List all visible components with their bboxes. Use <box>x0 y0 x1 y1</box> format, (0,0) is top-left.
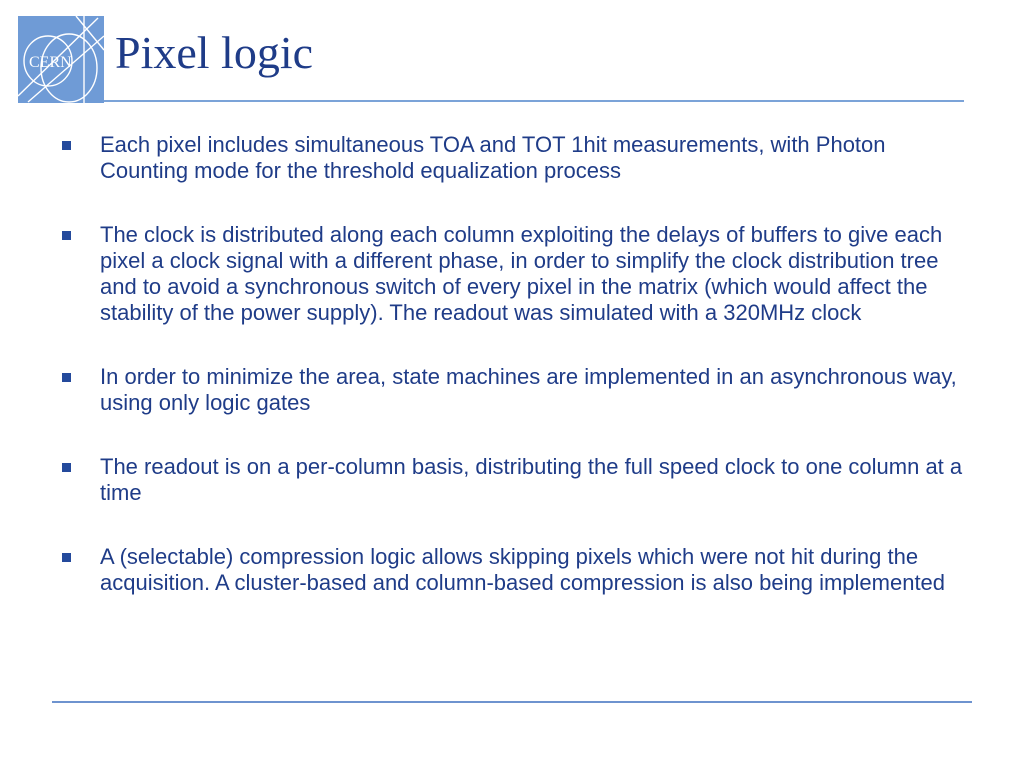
footer-divider <box>52 701 972 703</box>
square-bullet-icon <box>62 141 71 150</box>
cern-logo-text: CERN <box>29 54 72 71</box>
title-divider <box>104 100 964 102</box>
square-bullet-icon <box>62 553 71 562</box>
bullet-item-toa-tot <box>62 132 972 184</box>
bullet-text: In order to minimize the area, state machines are implemented in an asynchronous way, using only logic gates <box>100 364 957 415</box>
square-bullet-icon <box>62 463 71 472</box>
bullet-item-compression <box>62 544 972 596</box>
bullet-text: The readout is on a per-column basis, distributing the full speed clock to one column at a time <box>100 454 963 505</box>
bullet-item-clock-distribution <box>62 222 972 326</box>
slide-title: Pixel logic <box>115 27 314 78</box>
bullet-list <box>62 132 972 634</box>
cern-logo-icon <box>18 16 104 103</box>
bullet-item-readout <box>62 454 972 506</box>
bullet-text: Each pixel includes simultaneous TOA and TOT 1hit measurements, with Photon Counting mode for the threshold equalization process <box>100 132 886 183</box>
square-bullet-icon <box>62 231 71 240</box>
square-bullet-icon <box>62 373 71 382</box>
bullet-text: A (selectable) compression logic allows skipping pixels which were not hit during the acquisition. A cluster-based and column-based compression is also being implemented <box>100 544 946 595</box>
bullet-text: The clock is distributed along each column exploiting the delays of buffers to give each pixel a clock signal with a different phase, in order to simplify the clock distribution tree and to avoid a synchronous switch of every pixel in the matrix (which would affect the stability of the power supply). The readout was simulated with a 320MHz clock <box>100 222 943 325</box>
bullet-item-state-machines <box>62 364 972 416</box>
